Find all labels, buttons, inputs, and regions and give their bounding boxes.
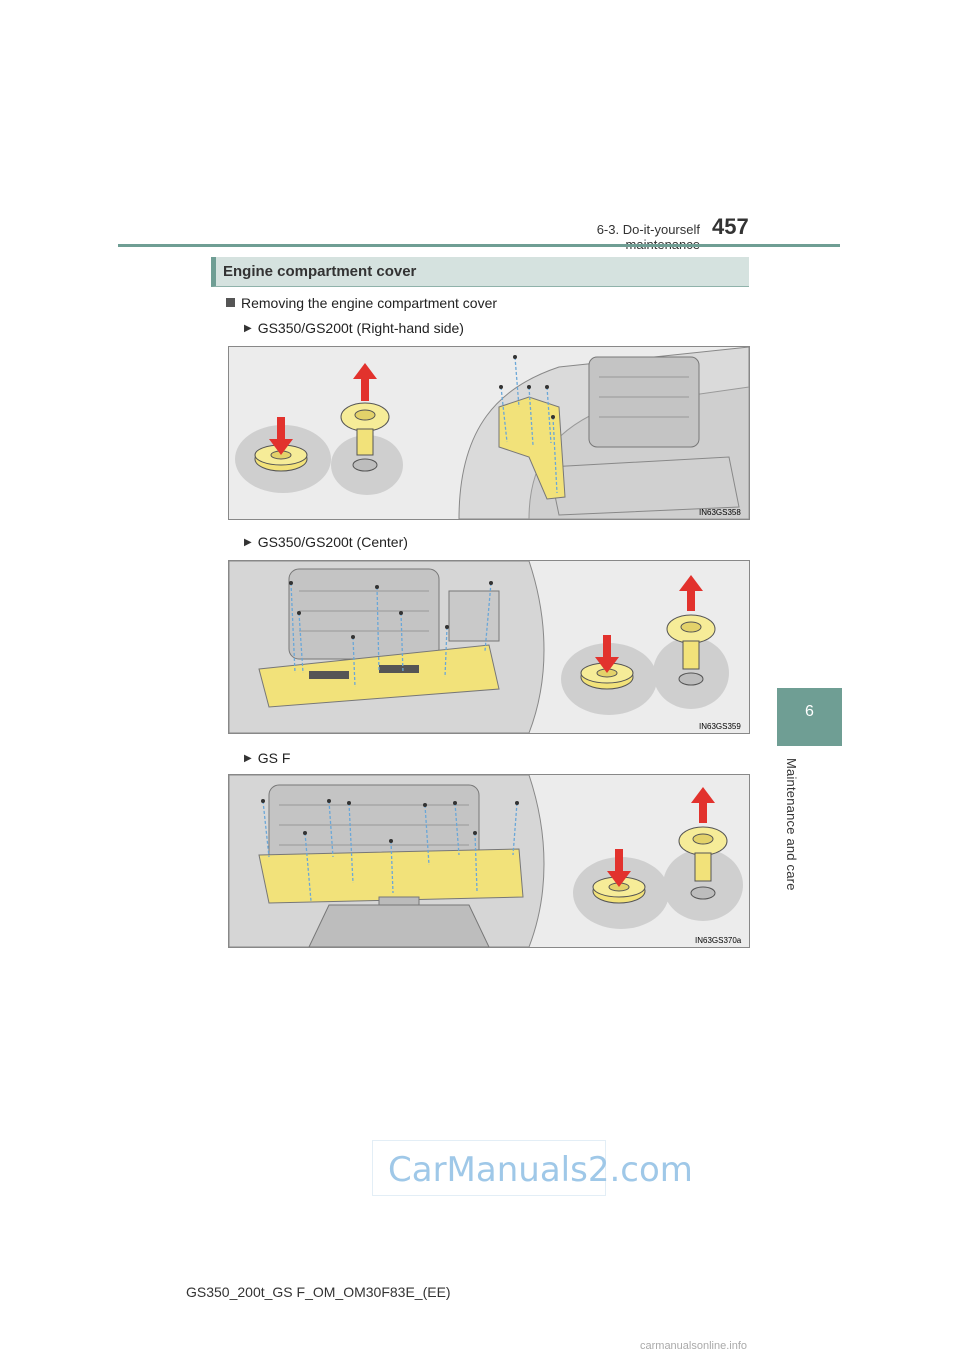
triangle-bullet-icon: ▶ [244, 537, 252, 548]
engine-illustration-2 [229, 561, 749, 733]
subheading-text: Removing the engine compartment cover [241, 295, 498, 311]
running-header-section: 6-3. Do-it-yourself [596, 222, 700, 237]
chapter-label: Maintenance and care [784, 758, 799, 891]
figure-caption-text-1: GS350/GS200t (Right-hand side) [257, 320, 464, 336]
figure-caption-1 [244, 320, 464, 336]
credit-link[interactable]: carmanualsonline.info [640, 1340, 748, 1352]
triangle-bullet-icon: ▶ [244, 323, 252, 334]
subheading [226, 295, 497, 311]
footer-doc-code: GS350_200t_GS F_OM_OM30F83E_(EE) [186, 1284, 451, 1300]
page-number: 457 [712, 214, 749, 239]
arrow-up-icon [699, 801, 707, 823]
figure-right-hand-side [228, 346, 750, 520]
header-rule [118, 244, 840, 247]
chapter-label-container [784, 758, 802, 898]
figure-center [228, 560, 750, 734]
section-title: Engine compartment cover [223, 263, 417, 280]
figure-code-2: IN63GS359 [699, 722, 741, 731]
figure-code-1: IN63GS358 [699, 508, 741, 517]
arrow-up-icon [687, 589, 695, 611]
watermark-link[interactable]: CarManuals2.com [388, 1150, 693, 1190]
engine-illustration-3 [229, 775, 749, 947]
figure-caption-text-3: GS F [257, 750, 291, 766]
engine-illustration-1 [229, 347, 749, 519]
chapter-number: 6 [805, 703, 814, 720]
engine-block [589, 357, 699, 447]
figure-caption-3 [244, 750, 290, 766]
figure-code-3: IN63GS370a [695, 936, 742, 945]
triangle-bullet-icon: ▶ [244, 753, 252, 764]
figure-caption-2 [244, 534, 408, 550]
engine-block [289, 569, 439, 659]
figure-caption-text-2: GS350/GS200t (Center) [257, 534, 408, 550]
square-bullet-icon [226, 298, 235, 307]
figure-gs-f [228, 774, 750, 948]
